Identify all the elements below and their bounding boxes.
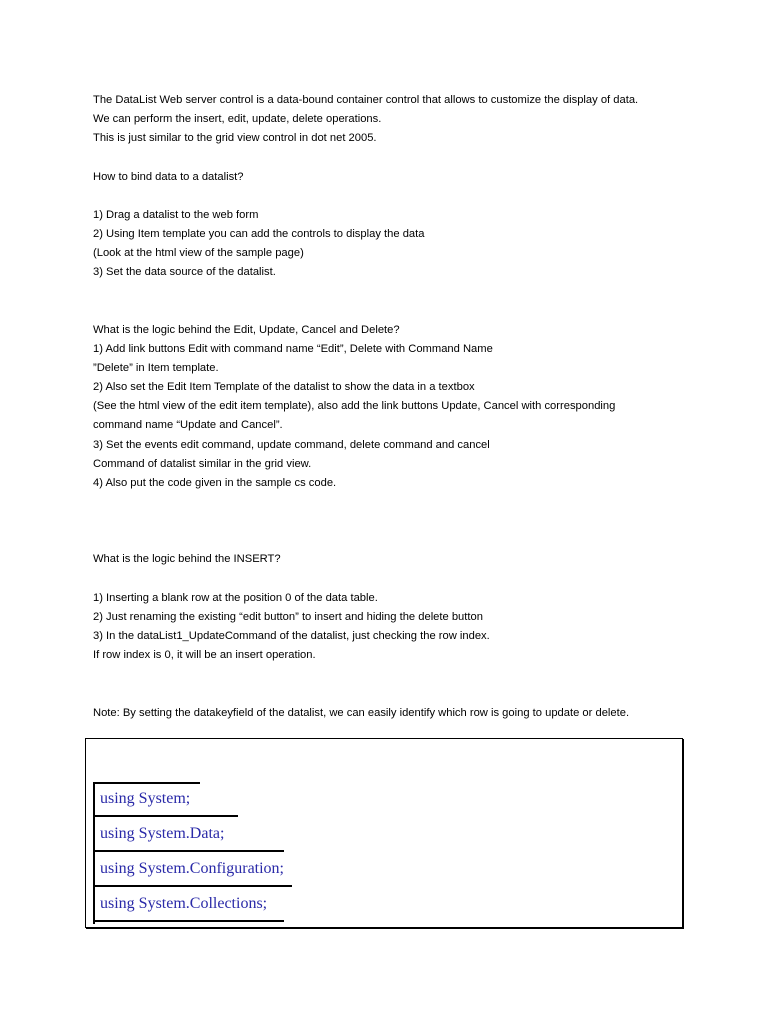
edit-logic-line-4: (See the html view of the edit item template), also add the link buttons Update, Cancel with corresponding [93,400,616,412]
code-row-divider-2 [93,850,284,852]
code-row-top-border [93,782,200,784]
edit-logic-line-2: ”Delete” in Item template. [93,362,219,374]
edit-logic-line-7: Command of datalist similar in the grid view. [93,458,312,470]
note-text: Note: By setting the datakeyfield of the datalist, we can easily identify which row is going to update or delete. [93,707,630,719]
intro-line-3: This is just similar to the grid view control in dot net 2005. [93,132,377,144]
insert-heading: What is the logic behind the INSERT? [93,553,281,565]
code-line-3 [100,859,284,879]
code-line-4 [100,894,267,914]
code-line-2-text: using System.Data; [100,825,225,842]
edit-logic-line-1: 1) Add link buttons Edit with command name “Edit”, Delete with Command Name [93,343,493,355]
insert-step-4: If row index is 0, it will be an insert operation. [93,649,316,661]
edit-logic-line-3: 2) Also set the Edit Item Template of the datalist to show the data in a textbox [93,381,475,393]
code-left-border [93,782,95,924]
bind-step-4: 3) Set the data source of the datalist. [93,266,276,278]
bind-step-1: 1) Drag a datalist to the web form [93,209,259,221]
edit-logic-heading: What is the logic behind the Edit, Update, Cancel and Delete? [93,324,400,336]
code-line-1-text: using System; [100,790,191,807]
intro-line-2: We can perform the insert, edit, update, delete operations. [93,113,382,125]
code-row-divider-3 [93,885,292,887]
bind-heading: How to bind data to a datalist? [93,171,244,183]
edit-logic-line-8: 4) Also put the code given in the sample cs code. [93,477,337,489]
insert-step-2: 2) Just renaming the existing “edit button” to insert and hiding the delete button [93,611,483,623]
insert-step-1: 1) Inserting a blank row at the position 0 of the data table. [93,592,378,604]
bind-step-3: (Look at the html view of the sample page) [93,247,304,259]
edit-logic-line-6: 3) Set the events edit command, update command, delete command and cancel [93,439,490,451]
code-row-bottom-border [93,920,284,922]
code-line-2 [100,824,224,844]
code-line-3-text: using System.Configuration; [100,860,284,877]
bind-step-2: 2) Using Item template you can add the controls to display the data [93,228,425,240]
edit-logic-line-5: command name “Update and Cancel”. [93,419,283,431]
code-line-4-text: using System.Collections; [100,895,268,912]
code-box [85,738,683,928]
code-line-1 [100,789,190,809]
insert-step-3: 3) In the dataList1_UpdateCommand of the datalist, just checking the row index. [93,630,490,642]
code-row-divider-1 [93,815,238,817]
intro-line-1: The DataList Web server control is a data-bound container control that allows to customize the display of data. [93,94,639,106]
